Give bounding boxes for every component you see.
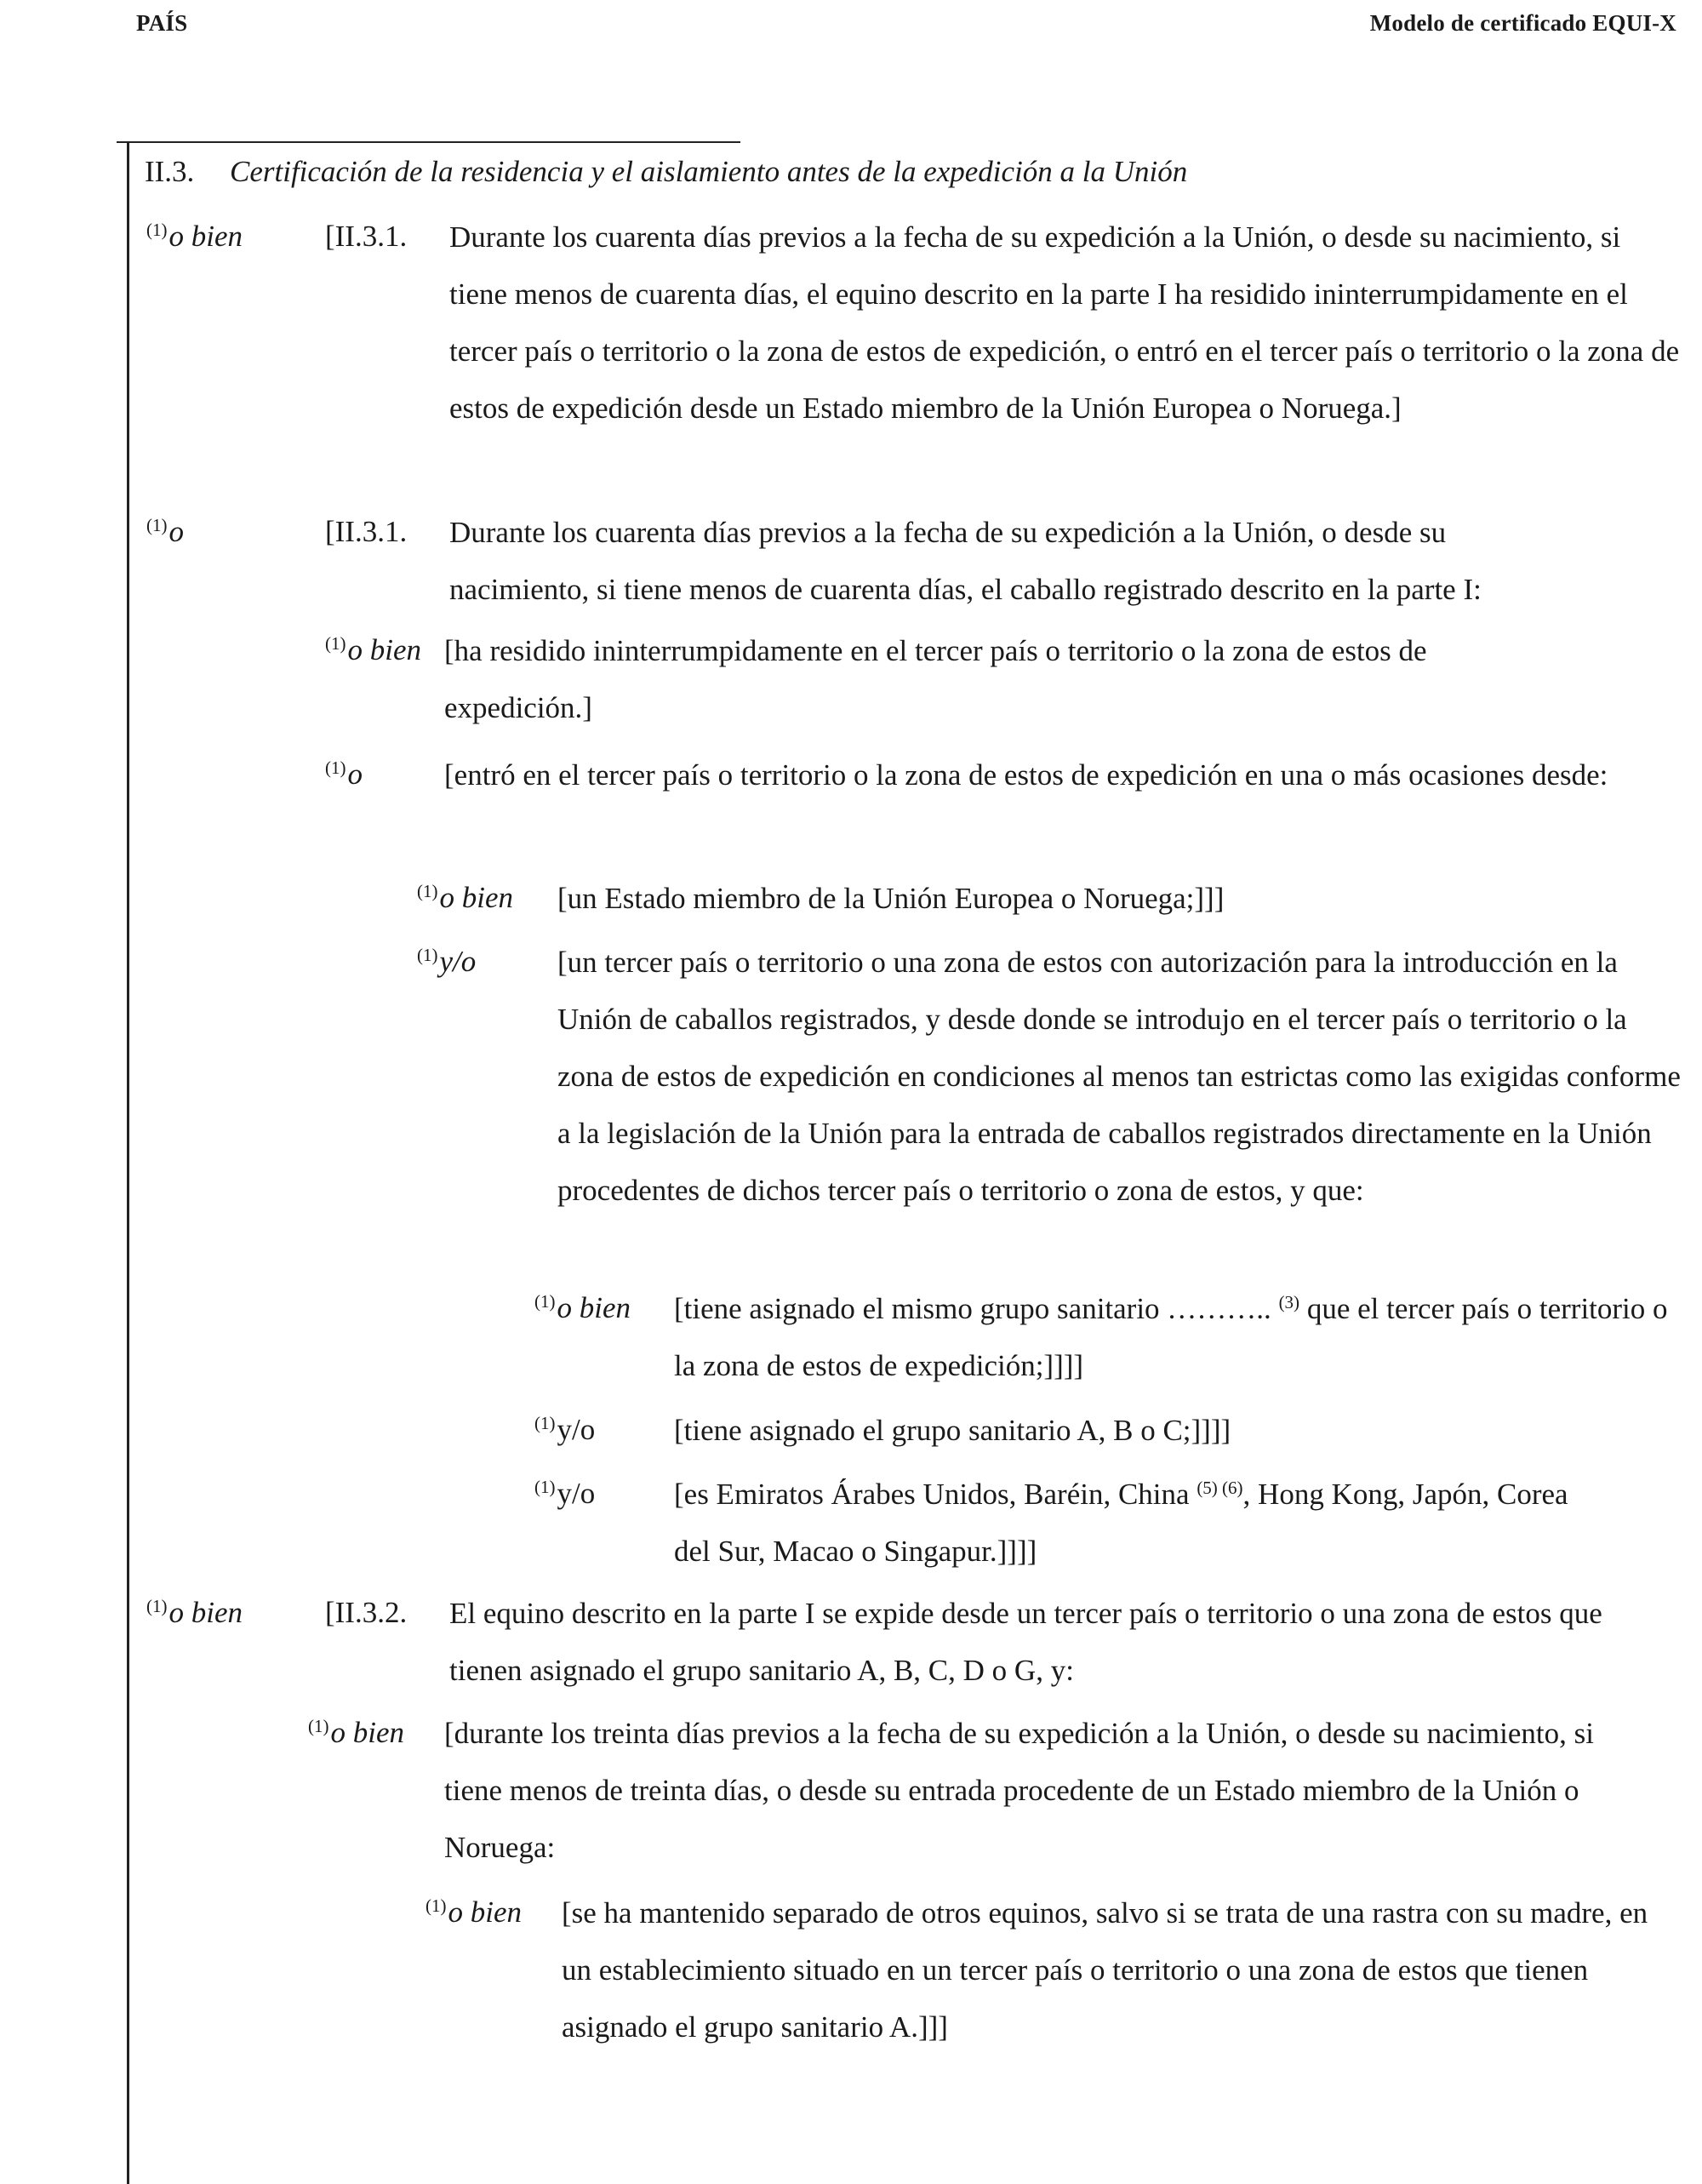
option-marker: [308, 1714, 404, 1752]
option-marker: [534, 1411, 595, 1449]
clause-text: [durante los treinta días previos a la fecha de su expedición a la Unión, o desde su nacimiento, si tiene menos de treinta días, o desde su entrada procedente de un Estado miembro de la Unión o Noruega:: [444, 1717, 1594, 1864]
footnote-ref: (5) (6): [1197, 1478, 1243, 1498]
marker-word: o bien: [439, 881, 514, 914]
header-model: Modelo de certificado EQUI-X: [1369, 10, 1676, 36]
marker-word: o: [347, 758, 363, 791]
marker-word: o bien: [330, 1716, 405, 1749]
top-rule: [117, 141, 740, 143]
clause-text: [tiene asignado el grupo sanitario A, B o C;]]]]: [674, 1414, 1231, 1447]
clause-text: [un Estado miembro de la Unión Europea o Noruega;]]]: [557, 882, 1225, 915]
option-marker: [146, 1594, 243, 1632]
footnote-ref: (1): [534, 1291, 556, 1312]
footnote-ref: (1): [146, 220, 168, 240]
marker-word: o bien: [168, 220, 243, 253]
footnote-ref: (1): [426, 1895, 447, 1916]
footnote-ref: (1): [325, 633, 346, 654]
footnote-ref: (1): [146, 515, 168, 535]
marker-word: y/o: [557, 1477, 596, 1510]
clause-ref: [II.3.1.: [325, 220, 408, 253]
option-marker: [146, 218, 243, 255]
clause-text: [un tercer país o territorio o una zona de estos con autorización para la introducción en la Unión de caballos registrados, y desde donde se introdujo en el tercer país o territorio o la zona de estos de expedición en condiciones al menos tan estrictas como las exigidas conforme a la legislación de la Unión para la entrada de caballos registrados directamente en la Unión procedentes de dichos tercer país o territorio o zona de estos, y que:: [557, 946, 1681, 1207]
option-marker: [325, 632, 421, 669]
left-rule: [127, 141, 129, 2184]
clause-ref: [II.3.1.: [325, 515, 408, 548]
clause-text: [se ha mantenido separado de otros equinos, salvo si se trata de una rastra con su madre, en un establecimiento situado en un tercer país o territorio o una zona de estos que tienen asignado el grupo sanitario A.]]]: [562, 1896, 1648, 2044]
clause-text: [tiene asignado el mismo grupo sanitario ……….. $^{(3)}$ que el tercer país o territorio o la zona de estos de expedición;]]]]: [674, 1292, 1668, 1382]
option-marker: [426, 1894, 522, 1931]
clause-ref: [II.3.2.: [325, 1596, 408, 1629]
marker-word: o bien: [347, 633, 422, 666]
option-marker: [417, 943, 476, 981]
option-marker: [534, 1475, 595, 1512]
marker-word: o bien: [448, 1895, 523, 1929]
option-marker: [325, 756, 363, 793]
option-marker: [146, 513, 184, 551]
header-country: PAÍS: [136, 10, 188, 36]
marker-word: o bien: [557, 1291, 631, 1324]
section-title: Certificación de la residencia y el aislamiento antes de la expedición a la Unión: [230, 155, 1188, 188]
footnote-ref: (1): [325, 758, 346, 778]
clause-text: [ha residido ininterrumpidamente en el tercer país o territorio o la zona de estos de expedición.]: [444, 634, 1427, 724]
clause-text: Durante los cuarenta días previos a la fecha de su expedición a la Unión, o desde su nacimiento, si tiene menos de cuarenta días, el equino descrito en la parte I ha residido ininterrumpidamente en el tercer país o territorio o la zona de estos de expedición, o entró en el tercer país o territorio o la zona de estos de expedición desde un Estado miembro de la Unión Europea o Noruega.]: [449, 220, 1680, 425]
footnote-ref: (1): [308, 1716, 329, 1736]
marker-word: y/o: [557, 1413, 596, 1446]
option-marker: [534, 1289, 631, 1327]
footnote-ref: (1): [417, 945, 438, 965]
footnote-ref: (1): [534, 1413, 556, 1433]
footnote-ref: (1): [146, 1596, 168, 1616]
clause-text: El equino descrito en la parte I se expide desde un tercer país o territorio o una zona de estos que tienen asignado el grupo sanitario A, B, C, D o G, y:: [449, 1597, 1602, 1687]
footnote-ref: (1): [534, 1477, 556, 1497]
marker-word: o bien: [168, 1596, 243, 1629]
marker-word: y/o: [439, 945, 477, 978]
clause-text: Durante los cuarenta días previos a la fecha de su expedición a la Unión, o desde su nacimiento, si tiene menos de cuarenta días, el caballo registrado descrito en la parte I:: [449, 516, 1482, 606]
footnote-ref: (1): [417, 881, 438, 901]
section-number: II.3.: [145, 155, 195, 188]
section-heading: [145, 153, 1187, 191]
marker-word: o: [168, 515, 184, 548]
footnote-ref: (3): [1278, 1292, 1300, 1312]
clause-text: [es Emiratos Árabes Unidos, Baréin, China $^{(5) (6)}$, Hong Kong, Japón, Corea del Sur, Macao o Singapur.]]]]: [674, 1478, 1568, 1568]
clause-text: [entró en el tercer país o territorio o la zona de estos de expedición en una o más ocasiones desde:: [444, 758, 1608, 792]
option-marker: [417, 879, 513, 917]
